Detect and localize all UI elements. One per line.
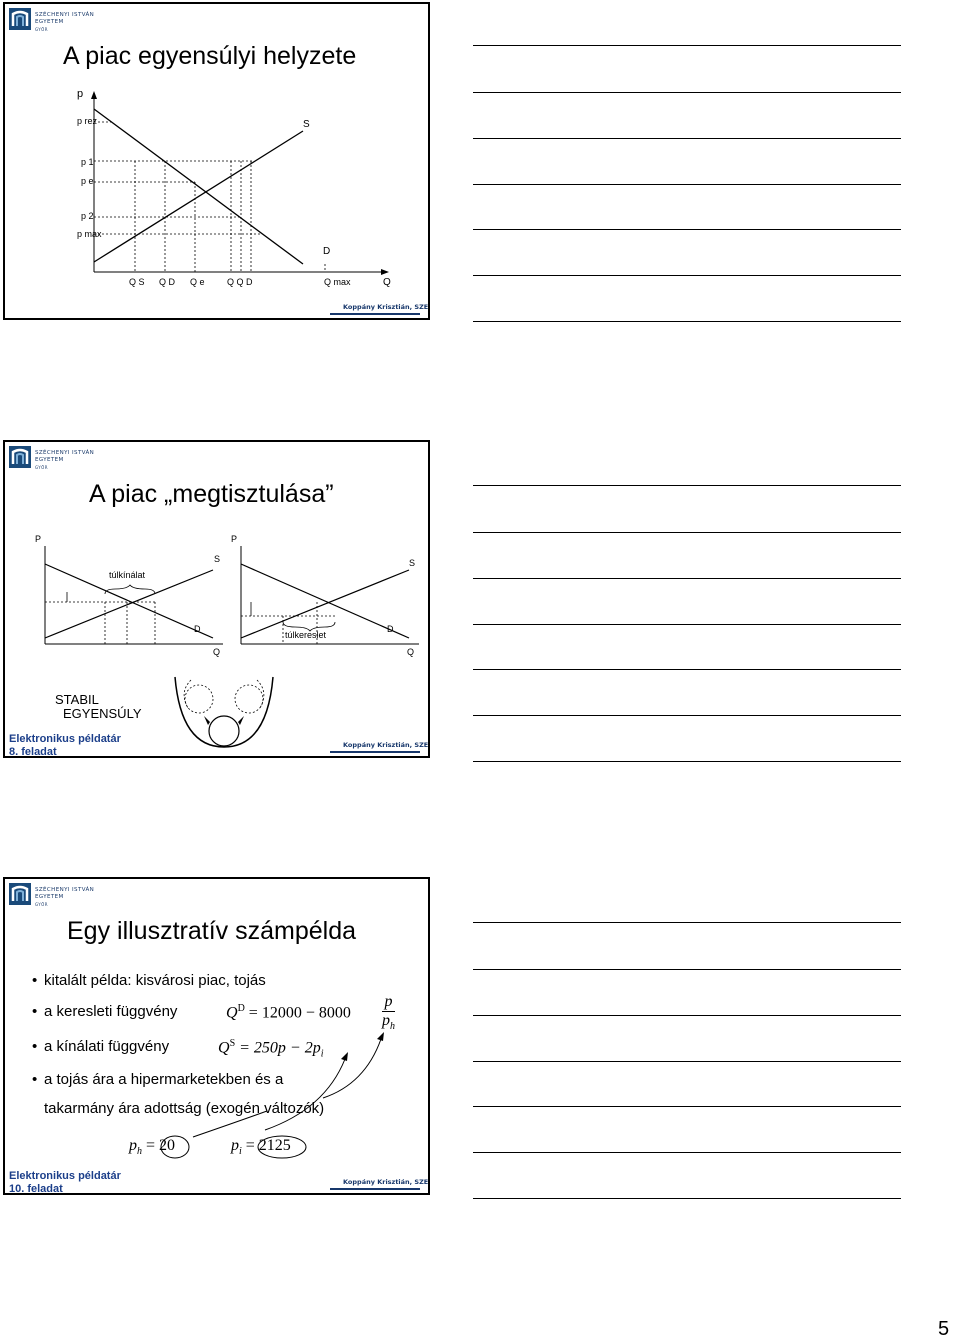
slide-title: A piac egyensúlyi helyzete bbox=[63, 42, 357, 70]
y-label-p: p bbox=[77, 88, 84, 100]
reference-label bbox=[9, 1170, 121, 1195]
page-number: 5 bbox=[938, 1318, 950, 1340]
demand-curve bbox=[94, 109, 303, 264]
right-label-d: D bbox=[387, 624, 394, 634]
left-label-gap: túlkínálat bbox=[109, 570, 146, 580]
x-label-qs: Q S bbox=[129, 277, 145, 287]
right-label-gap: túlkereslet bbox=[285, 630, 327, 640]
logo-text: SZÉCHENYI ISTVÁN bbox=[35, 450, 95, 456]
curve-label-s: S bbox=[303, 119, 310, 130]
logo-text: EGYETEM bbox=[35, 457, 64, 463]
logo-text: GYŐR bbox=[35, 902, 48, 907]
footer-bar bbox=[330, 751, 420, 753]
left-axis-q: Q bbox=[213, 647, 221, 657]
curve-label-d: D bbox=[323, 246, 331, 257]
x-label-qqd: Q Q D bbox=[227, 277, 253, 287]
y-label-pe: p e bbox=[81, 176, 94, 186]
reference-title: Elektronikus példatár bbox=[9, 733, 121, 745]
x-label-qmax: Q max bbox=[324, 277, 351, 287]
slide-3 bbox=[3, 877, 430, 1195]
y-label-p1: p 1 bbox=[81, 157, 94, 167]
bullet-text-continued: takarmány ára adottság (exogén változók) bbox=[44, 1100, 325, 1117]
logo-text: SZÉCHENYI ISTVÁN bbox=[35, 887, 95, 893]
right-axis-p: P bbox=[231, 534, 238, 544]
supply-equation: $Q^S = 250p - 2p_i$ bbox=[218, 1038, 324, 1060]
footer-bar bbox=[330, 1188, 420, 1190]
x-label-qd: Q D bbox=[159, 277, 176, 287]
reference-title: Elektronikus példatár bbox=[9, 1170, 121, 1182]
y-label-pmax: p max bbox=[77, 229, 102, 239]
logo-text: EGYETEM bbox=[35, 894, 64, 900]
reference-label bbox=[9, 733, 121, 758]
author-footer: Koppány Krisztián, SZE bbox=[343, 741, 429, 749]
left-axis-p: P bbox=[35, 534, 42, 544]
logo-text: EGYETEM bbox=[35, 19, 64, 25]
link-arrows bbox=[5, 879, 430, 1195]
author-footer: Koppány Krisztián, SZE bbox=[343, 303, 429, 311]
slide-title: Egy illusztratív számpélda bbox=[67, 917, 357, 945]
x-label-q: Q bbox=[383, 277, 391, 288]
author-footer: Koppány Krisztián, SZE bbox=[343, 1178, 429, 1186]
demand-fraction: p $p_h$ bbox=[382, 993, 395, 1036]
right-axis-q: Q bbox=[407, 647, 415, 657]
left-label-s: S bbox=[214, 554, 221, 564]
stable-label-1: STABIL bbox=[55, 692, 99, 707]
bullet-item: • a tojás ára a hipermarketekben és a bbox=[32, 1071, 284, 1088]
pi-value: $p_i = 2125$ bbox=[231, 1137, 291, 1158]
y-label-prez: p rez bbox=[77, 116, 98, 126]
bullet-item: • a keresleti függvény bbox=[32, 1003, 178, 1020]
slide-1 bbox=[3, 2, 430, 320]
bullet-item: • a kínálati függvény bbox=[32, 1038, 170, 1055]
y-label-p2: p 2 bbox=[81, 211, 94, 221]
demand-equation: $Q^D = 12000 - 8000$ bbox=[226, 1003, 351, 1022]
reference-task: 10. feladat bbox=[9, 1183, 63, 1195]
logo-text: GYŐR bbox=[35, 465, 48, 470]
logo-text: GYŐR bbox=[35, 27, 48, 32]
left-label-d: D bbox=[194, 624, 201, 634]
slide-2 bbox=[3, 440, 430, 758]
slide-title: A piac „megtisztulása” bbox=[89, 480, 334, 508]
x-label-qe: Q e bbox=[190, 277, 205, 287]
bullet-item: • kitalált példa: kisvárosi piac, tojás bbox=[32, 972, 266, 989]
right-label-s: S bbox=[409, 558, 416, 568]
logo-text: SZÉCHENYI ISTVÁN bbox=[35, 12, 95, 18]
supply-curve bbox=[94, 131, 303, 262]
footer-bar bbox=[330, 313, 420, 315]
stable-label-2: EGYENSÚLY bbox=[63, 706, 142, 721]
ph-value: $p_h = 20$ bbox=[129, 1137, 176, 1158]
equilibrium-chart bbox=[5, 4, 430, 320]
reference-task: 8. feladat bbox=[9, 746, 57, 758]
